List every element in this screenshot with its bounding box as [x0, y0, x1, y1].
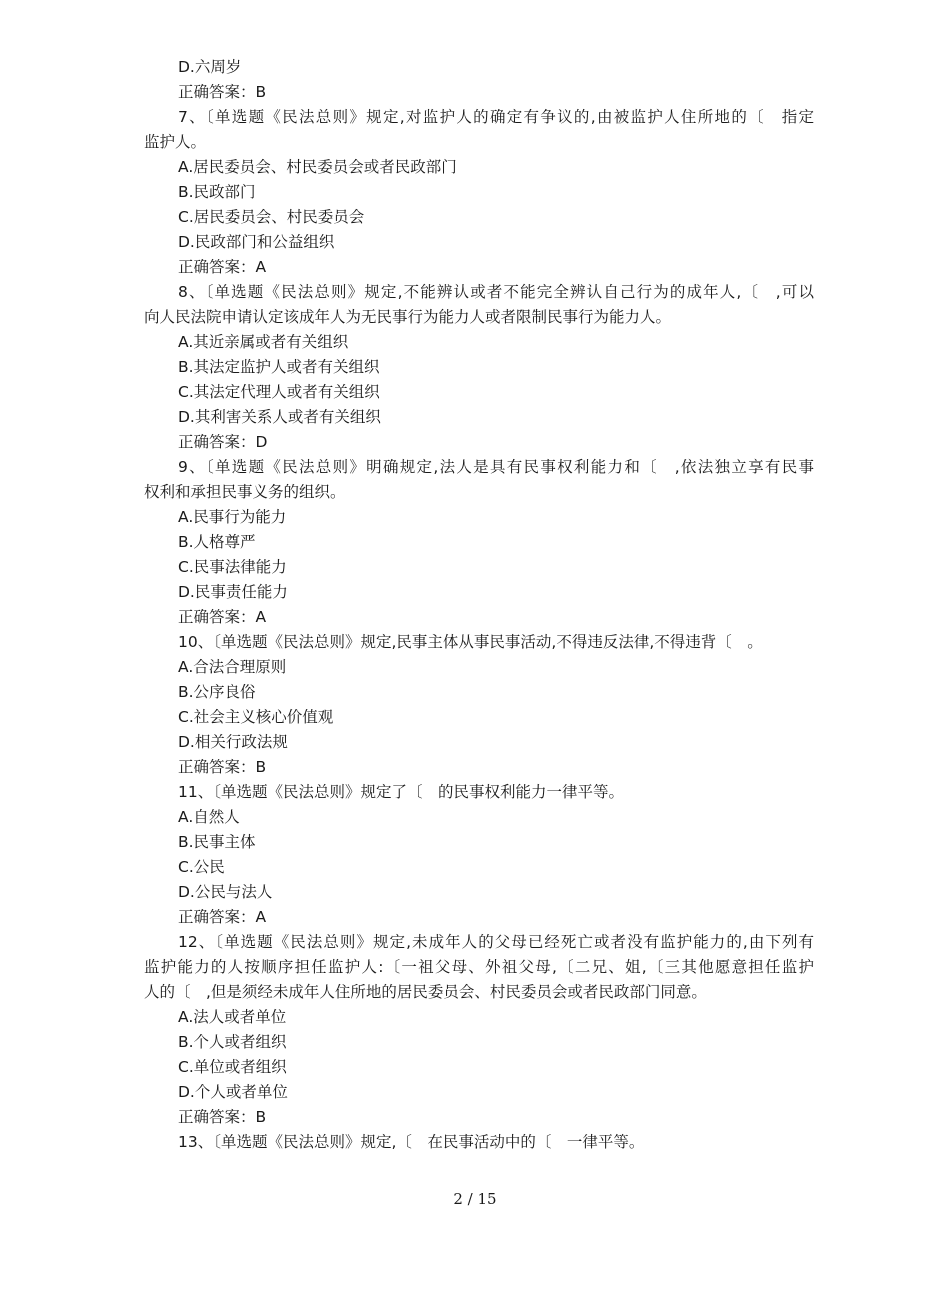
page-number: 2 / 15	[453, 1190, 497, 1208]
text-line: A.合法合理原则	[178, 658, 287, 676]
text-line: D.民事责任能力	[178, 583, 288, 601]
text-line: C.其法定代理人或者有关组织	[178, 383, 380, 401]
text-line: C.社会主义核心价值观	[178, 708, 334, 726]
text-line: 12、〔单选题《民法总则》规定,未成年人的父母已经死亡或者没有监护能力的,由下列有	[178, 933, 814, 951]
text-line: B.民政部门	[178, 183, 256, 201]
text-line: 7、〔单选题《民法总则》规定,对监护人的确定有争议的,由被监护人住所地的〔 指定	[178, 108, 814, 126]
text-line: A.居民委员会、村民委员会或者民政部门	[178, 158, 457, 176]
text-line: D.其利害关系人或者有关组织	[178, 408, 381, 426]
text-line: 13、〔单选题《民法总则》规定,〔 在民事活动中的〔 一律平等。	[178, 1133, 645, 1151]
text-line: A.法人或者单位	[178, 1008, 287, 1026]
text-line: D.民政部门和公益组织	[178, 233, 335, 251]
text-line: 监护能力的人按顺序担任监护人:〔一祖父母、外祖父母,〔二兄、姐,〔三其他愿意担任监护	[144, 958, 814, 976]
text-line: 正确答案：A	[178, 608, 267, 626]
text-line: 11、〔单选题《民法总则》规定了〔 的民事权利能力一律平等。	[178, 783, 624, 801]
text-line: B.民事主体	[178, 833, 256, 851]
text-line: 正确答案：A	[178, 258, 267, 276]
text-line: A.民事行为能力	[178, 508, 287, 526]
text-line: 正确答案：B	[178, 1108, 267, 1126]
text-line: C.单位或者组织	[178, 1058, 287, 1076]
text-line: D.公民与法人	[178, 883, 273, 901]
text-line: C.居民委员会、村民委员会	[178, 208, 365, 226]
text-line: D.六周岁	[178, 58, 242, 76]
text-line: C.民事法律能力	[178, 558, 287, 576]
text-line: 向人民法院申请认定该成年人为无民事行为能力人或者限制民事行为能力人。	[144, 308, 672, 326]
text-line: 人的〔 ,但是须经未成年人住所地的居民委员会、村民委员会或者民政部门同意。	[144, 983, 707, 1001]
text-line: 监护人。	[144, 133, 207, 151]
text-line: B.公序良俗	[178, 683, 256, 701]
text-line: A.其近亲属或者有关组织	[178, 333, 349, 351]
text-line: D.个人或者单位	[178, 1083, 288, 1101]
document-body	[144, 55, 814, 1155]
text-line: B.其法定监护人或者有关组织	[178, 358, 380, 376]
text-line: 10、〔单选题《民法总则》规定,民事主体从事民事活动,不得违反法律,不得违背〔 。	[178, 633, 763, 651]
text-line: 正确答案：A	[178, 908, 267, 926]
text-line: 正确答案：D	[178, 433, 268, 451]
text-line: B.人格尊严	[178, 533, 256, 551]
text-line: A.自然人	[178, 808, 240, 826]
text-line: 正确答案：B	[178, 758, 267, 776]
text-line: 正确答案：B	[178, 83, 267, 101]
text-line: D.相关行政法规	[178, 733, 288, 751]
text-line: 权利和承担民事义务的组织。	[144, 483, 346, 501]
text-line: 9、〔单选题《民法总则》明确规定,法人是具有民事权利能力和〔 ,依法独立享有民事	[178, 458, 814, 476]
text-line: B.个人或者组织	[178, 1033, 287, 1051]
text-line: 8、〔单选题《民法总则》规定,不能辨认或者不能完全辨认自己行为的成年人,〔 ,可以	[178, 283, 814, 301]
text-line: C.公民	[178, 858, 225, 876]
